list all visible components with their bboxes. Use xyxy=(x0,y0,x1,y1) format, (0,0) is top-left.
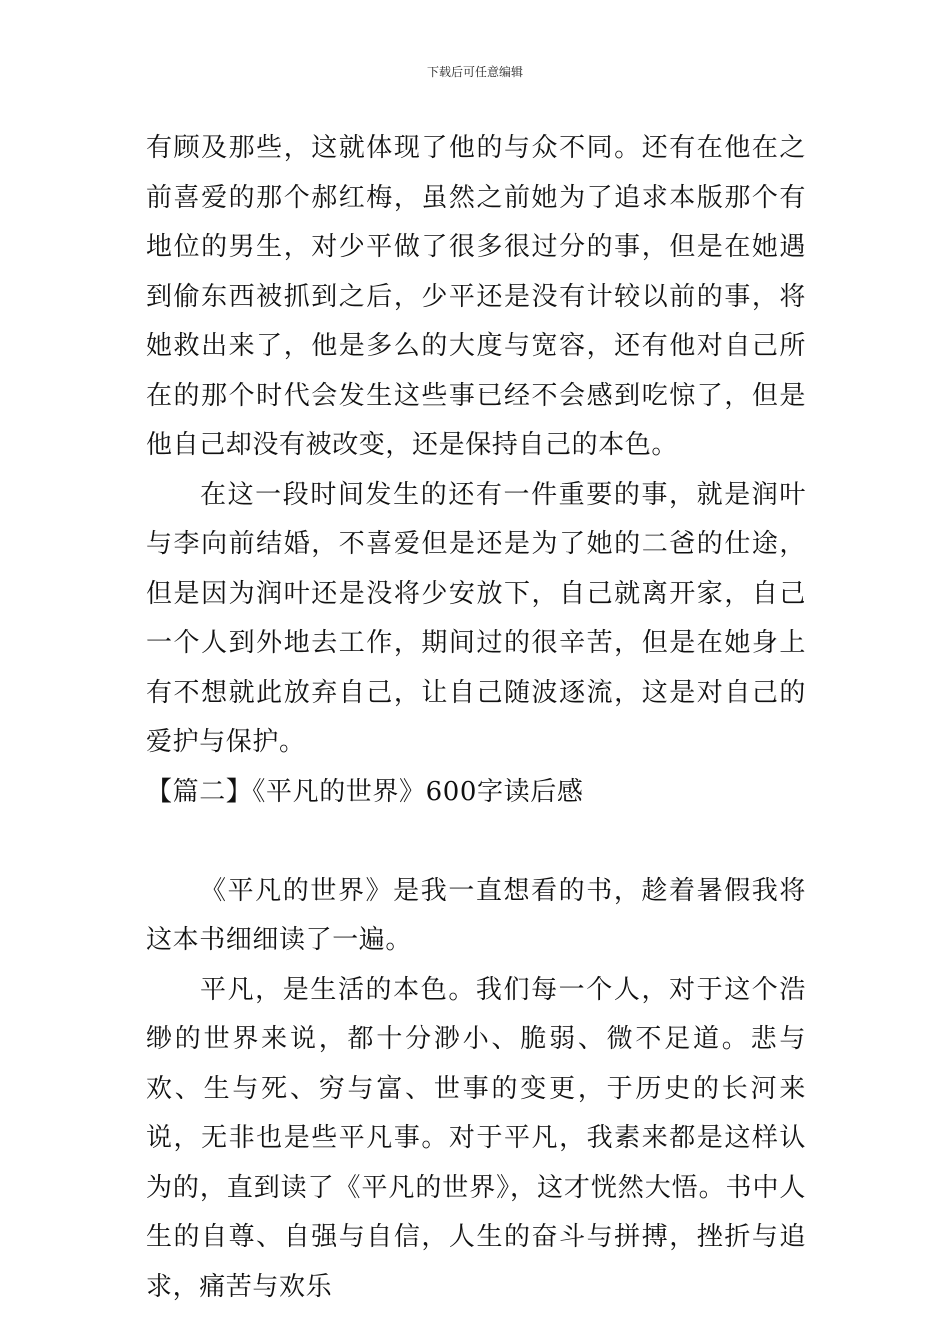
page-header: 下载后可任意编辑 xyxy=(426,65,523,79)
paragraph-continued: 有顾及那些，这就体现了他的与众不同。还有在他在之前喜爱的那个郝红梅，虽然之前她为了追求本版那个有地位的男生，对少平做了很多很过分的事，但是在她遇到偷东西被抓到之后，少平还是没有计较以前的事，将她救出来了，他是多么的大度与宽容，还有他对自己所在的那个时代会发生这些事已经不会感到吃惊了，但是他自己却没有被改变，还是保持自己的本色。 xyxy=(146,133,806,460)
paragraph-ordinary: 平凡，是生活的本色。我们每一个人，对于这个浩缈的世界来说，都十分渺小、脆弱、微不足道。悲与欢、生与死、穷与富、世事的变更，于历史的长河来说，无非也是些平凡事。对于平凡，我素来都是这样认为的，直到读了《平凡的世界》，这才恍然大悟。书中人生的自尊、自强与自信，人生的奋斗与拼搏，挫折与追求，痛苦与欢乐 xyxy=(146,974,806,1302)
paragraph-intro: 《平凡的世界》是我一直想看的书，趁着暑假我将这本书细细读了一遍。 xyxy=(146,875,806,955)
blank-line xyxy=(146,817,806,867)
document-body xyxy=(146,124,806,1312)
section-heading: 【篇二】《平凡的世界》600字读后感 xyxy=(146,776,584,807)
paragraph-runye: 在这一段时间发生的还有一件重要的事，就是润叶与李向前结婚，不喜爱但是还是为了她的二爸的仕途，但是因为润叶还是没将少安放下，自己就离开家，自己一个人到外地去工作，期间过的很辛苦，但是在她身上有不想就此放弃自己，让自己随波逐流，这是对自己的爱护与保护。 xyxy=(146,479,806,757)
